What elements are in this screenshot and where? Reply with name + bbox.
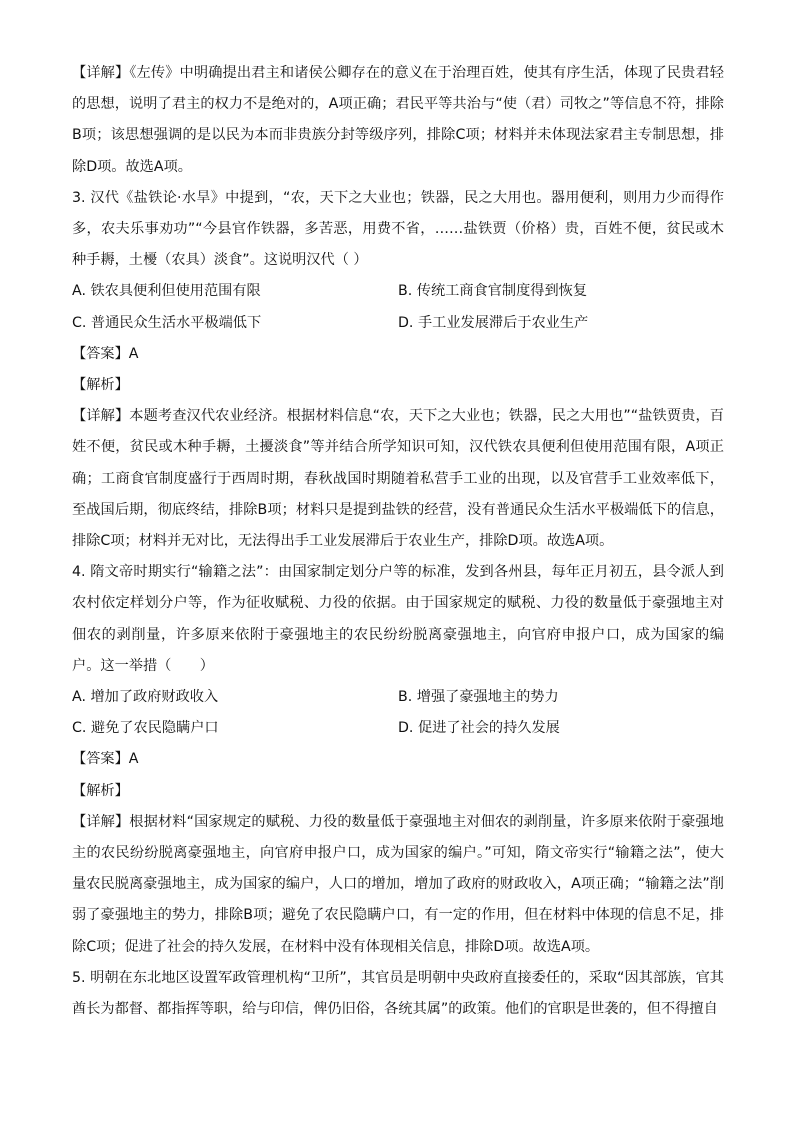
q3-answer: 【答案】A	[72, 345, 139, 362]
q4-options-row-1	[72, 682, 724, 713]
q4-option-b[interactable]: B. 增强了豪强地主的势力	[398, 689, 559, 706]
q3-detail: 【详解】本题考查汉代农业经济。根据材料信息“农，天下之大业也；铁器，民之大用也”“盐铁贾贵，百姓不便，贫民或木种手耨，土擾淡食”等并结合所学知识可知，汉代铁农具便利但使用范围有限，A项正确；工商食官制度盛行于西周时期，春秋战国时期随着私营手工业的出现，以及官营手工业效率低下，至战国后期，彻底终结，排除B项；材料只是提到盐铁的经营，没有普通民众生活水平极端低下的信息，排除C项；材料并无对比，无法得出手工业发展滞后于农业生产，排除D项。故选A项。	[72, 408, 724, 550]
q3-option-b[interactable]: B. 传统工商食官制度得到恢复	[398, 283, 588, 300]
q3-options-row-1	[72, 276, 724, 307]
document-content	[72, 58, 724, 1025]
q3-option-c[interactable]: C. 普通民众生活水平极端低下	[72, 314, 262, 331]
q3-options-row-2	[72, 308, 724, 339]
q3-option-d[interactable]: D. 手工业发展滞后于农业生产	[398, 314, 589, 331]
q4-answer: 【答案】A	[72, 751, 139, 768]
q3-option-a[interactable]: A. 铁农具便利但使用范围有限	[72, 283, 261, 300]
q4-stem: 4. 隋文帝时期实行“输籍之法”：由国家制定划分户等的标准，发到各州县，每年正月初五，县令派人到农村依定样划分户等，作为征收赋税、力役的依据。由于国家规定的赋税、力役的数量低于豪强地主对佃农的剥削量，许多原来依附于豪强地主的农民纷纷脱离豪强地主，向官府申报户口，成为国家的编户。这一举措（ ）	[72, 564, 724, 674]
q3-stem: 3. 汉代《盐铁论·水旱》中提到，“农，天下之大业也；铁器，民之大用也。器用便利，则用力少而得作多，农夫乐事劝功”“今县官作铁器，多苦恶，用费不省，……盐铁贾（价格）贵，百姓不便，贫民或木种手耨，土櫌（农具）淡食”。这说明汉代（ ）	[72, 189, 724, 269]
q3-analysis-label: 【解析】	[72, 377, 129, 394]
q4-options-row-2	[72, 713, 724, 744]
q4-option-a[interactable]: A. 增加了政府财政收入	[72, 689, 219, 706]
q2-detail: 【详解】《左传》中明确提出君主和诸侯公卿存在的意义在于治理百姓，使其有序生活，体现了民贵君轻的思想，说明了君主的权力不是绝对的，A项正确；君民平等共治与“使（君）司牧之”等信息不符，排除B项；该思想强调的是以民为本而非贵族分封等级序列，排除C项；材料并未体现法家君主专制思想，排除D项。故选A项。	[72, 65, 724, 175]
q4-option-d[interactable]: D. 促进了社会的持久发展	[398, 720, 560, 737]
q5-stem: 5. 明朝在东北地区设置军政管理机构“卫所”，其官员是明朝中央政府直接委任的，采取“因其部族，官其酋长为都督、都指挥等职，给与印信，俾仍旧俗，各统其属”的政策。他们的官职是世袭的，但不得擅自	[72, 969, 724, 1018]
q4-option-c[interactable]: C. 避免了农民隐瞒户口	[72, 720, 219, 737]
q4-detail: 【详解】根据材料“国家规定的赋税、力役的数量低于豪强地主对佃农的剥削量，许多原来依附于豪强地主的农民纷纷脱离豪强地主，向官府申报户口，成为国家的编户。”可知，隋文帝实行“输籍之法”，使大量农民脱离豪强地主，成为国家的编户，人口的增加，增加了政府的财政收入，A项正确；“输籍之法”削弱了豪强地主的势力，排除B项；避免了农民隐瞒户口，有一定的作用，但在材料中体现的信息不足，排除C项；促进了社会的持久发展，在材料中没有体现相关信息，排除D项。故选A项。	[72, 813, 724, 955]
q4-analysis-label: 【解析】	[72, 782, 129, 799]
